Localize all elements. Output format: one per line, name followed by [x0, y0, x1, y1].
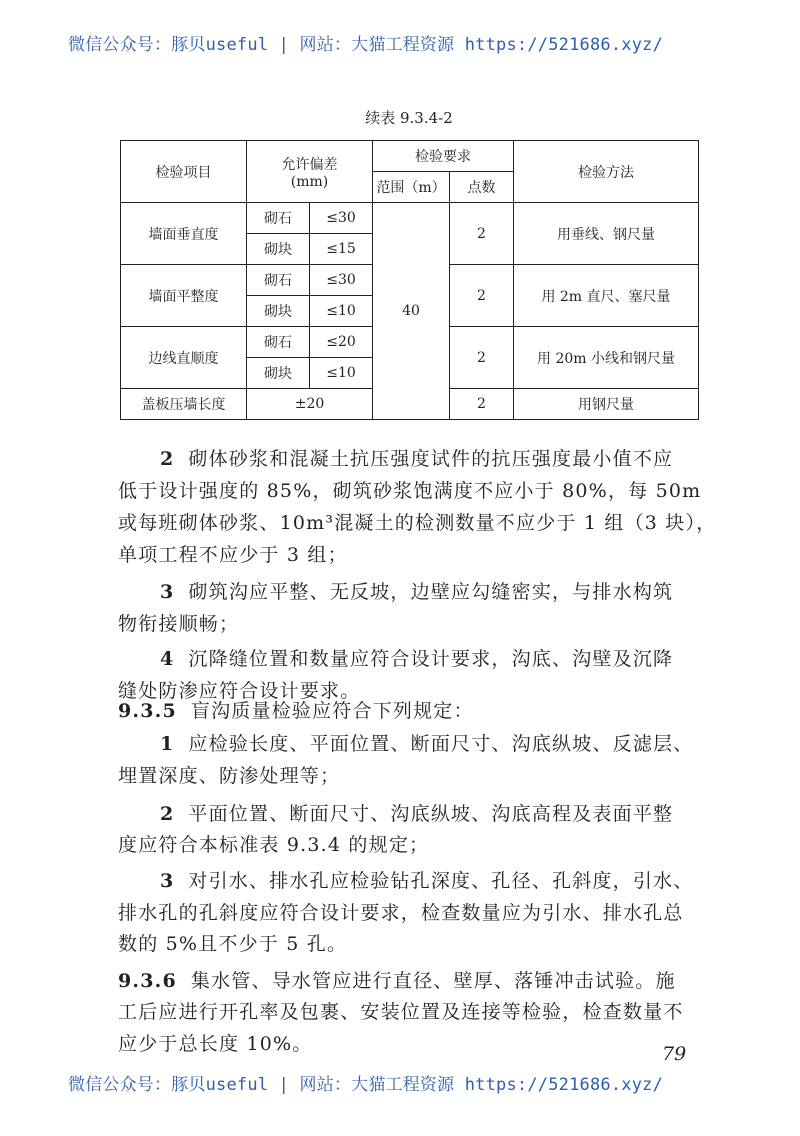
header-range: 范围（m） [373, 172, 450, 203]
cell-item: 墙面垂直度 [121, 203, 247, 265]
cell-material: 砌块 [247, 358, 310, 389]
text-line: 度应符合本标准表 9.3.4 的规定； [118, 834, 430, 856]
cell-points: 2 [450, 327, 514, 389]
text-line: 2 砌体砂浆和混凝土抗压强度试件的抗压强度最小值不应 [160, 448, 674, 470]
text-line: 数的 5%且不少于 5 孔。 [118, 933, 348, 955]
cell-tolerance: ≤30 [310, 265, 373, 296]
cell-tolerance: ≤20 [310, 327, 373, 358]
watermark-bottom: 微信公众号：豚贝useful | 网站：大猫工程资源 https://521686.xyz/ [68, 1075, 664, 1095]
cell-method: 用 20m 小线和钢尺量 [514, 327, 699, 389]
text-line: 应少于总长度 10%。 [118, 1033, 313, 1055]
cell-material: 砌石 [247, 203, 310, 234]
cell-item: 边线直顺度 [121, 327, 247, 389]
cell-method: 用垂线、钢尺量 [514, 203, 699, 265]
cell-range: 40 [373, 203, 450, 420]
text-line: 物衔接顺畅； [118, 613, 240, 635]
cell-tolerance: ≤15 [310, 234, 373, 265]
text-line: 3 对引水、排水孔应检验钻孔深度、孔径、孔斜度，引水、 [160, 870, 694, 892]
table-caption: 续表 9.3.4-2 [365, 109, 453, 127]
section-heading: 9.3.6 集水管、导水管应进行直径、壁厚、落锤冲击试验。施 [118, 970, 676, 992]
cell-material: 砌块 [247, 296, 310, 327]
header-requirement: 检验要求 [373, 141, 514, 172]
table-row [121, 203, 699, 234]
cell-tolerance: ≤30 [310, 203, 373, 234]
cell-material: 砌石 [247, 327, 310, 358]
cell-tolerance: ±20 [247, 389, 373, 420]
watermark-top: 微信公众号：豚贝useful | 网站：大猫工程资源 https://521686.xyz/ [68, 35, 664, 55]
cell-material: 砌石 [247, 265, 310, 296]
text-line: 工后应进行开孔率及包裹、安装位置及连接等检验，检查数量不 [118, 1001, 684, 1023]
cell-tolerance: ≤10 [310, 358, 373, 389]
page-number: 79 [662, 1043, 687, 1065]
cell-method: 用钢尺量 [514, 389, 699, 420]
cell-material: 砌块 [247, 234, 310, 265]
cell-points: 2 [450, 203, 514, 265]
text-line: 或每班砌体砂浆、10m³混凝土的检测数量不应少于 1 组（3 块）， [118, 512, 717, 534]
text-line: 2 平面位置、断面尺寸、沟底纵坡、沟底高程及表面平整 [160, 803, 674, 825]
header-item: 检验项目 [121, 141, 247, 203]
text-line: 缝处防渗应符合设计要求。 [118, 680, 361, 702]
text-line: 3 砌筑沟应平整、无反坡，边壁应勾缝密实，与排水构筑 [160, 581, 674, 603]
text-line: 单项工程不应少于 3 组； [118, 544, 348, 566]
section-heading: 9.3.5 盲沟质量检验应符合下列规定： [118, 700, 474, 722]
header-method: 检验方法 [514, 141, 699, 203]
cell-tolerance: ≤10 [310, 296, 373, 327]
header-tolerance: 允许偏差 (mm) [247, 141, 373, 203]
inspection-table [120, 140, 699, 420]
text-line: 4 沉降缝位置和数量应符合设计要求，沟底、沟壁及沉降 [160, 648, 674, 670]
cell-item: 墙面平整度 [121, 265, 247, 327]
text-line: 埋置深度、防渗处理等； [118, 765, 341, 787]
text-line: 1 应检验长度、平面位置、断面尺寸、沟底纵坡、反滤层、 [160, 733, 694, 755]
cell-item: 盖板压墙长度 [121, 389, 247, 420]
text-line: 低于设计强度的 85%，砌筑砂浆饱满度不应小于 80%，每 50m [118, 480, 702, 502]
cell-points: 2 [450, 265, 514, 327]
header-points: 点数 [450, 172, 514, 203]
text-line: 排水孔的孔斜度应符合设计要求，检查数量应为引水、排水孔总 [118, 902, 684, 924]
cell-points: 2 [450, 389, 514, 420]
cell-method: 用 2m 直尺、塞尺量 [514, 265, 699, 327]
